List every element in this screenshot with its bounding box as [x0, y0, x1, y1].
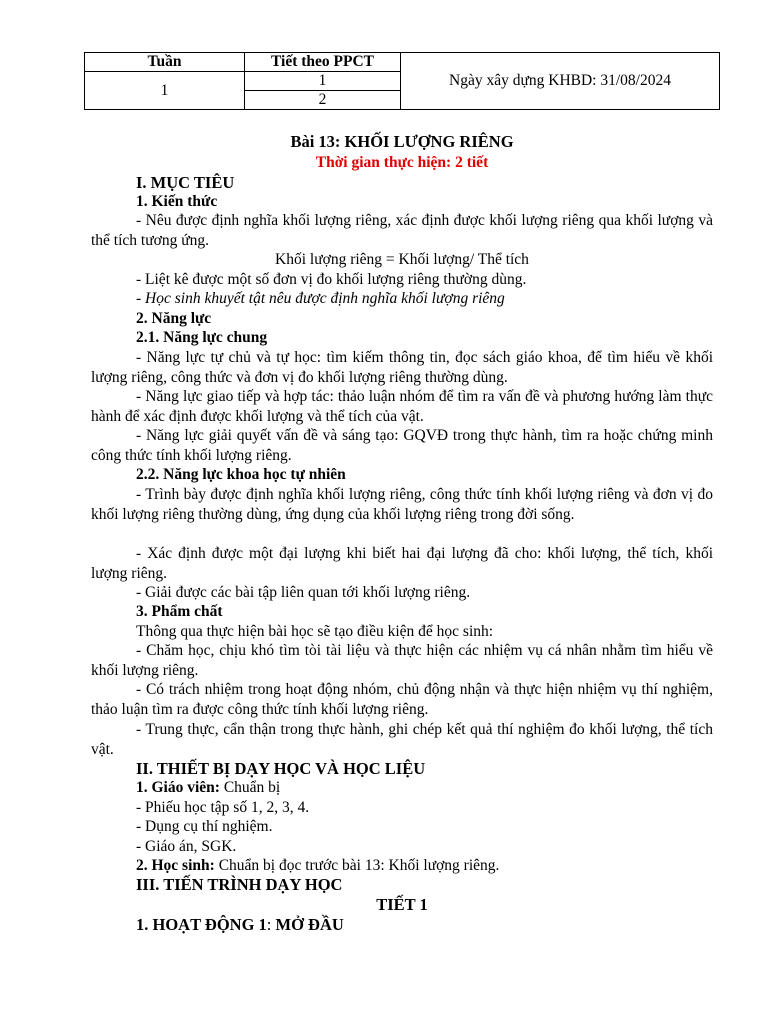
- period-value-1: 1: [245, 72, 401, 91]
- lesson-title: Bài 13: KHỐI LƯỢNG RIÊNG: [290, 132, 514, 151]
- teacher-item-1: - Phiếu học tập số 1, 2, 3, 4.: [136, 799, 310, 816]
- period-value-2: 2: [245, 91, 401, 110]
- activity-name: MỞ ĐẦU: [275, 915, 344, 934]
- student-line: [136, 856, 758, 876]
- teacher-label: 1. Giáo viên:: [136, 779, 220, 796]
- knowledge-heading: 1. Kiến thức: [136, 193, 218, 210]
- build-date: Ngày xây dựng KHBD: 31/08/2024: [401, 53, 720, 110]
- science-competence-2: - Xác định được một đại lượng khi biết hai đại lượng đã cho: khối lượng, thể tích, khối lượng riêng.: [91, 545, 713, 582]
- formula: Khối lượng riêng = Khối lượng/ Thể tích: [275, 251, 529, 268]
- activity-separator: :: [266, 915, 276, 934]
- lesson-duration: Thời gian thực hiện: 2 tiết: [315, 154, 489, 171]
- teacher-text: Chuẩn bị: [219, 779, 281, 796]
- period-title: TIẾT 1: [376, 895, 428, 914]
- student-text: Chuẩn bị đọc trước bài 13: Khối lượng riêng.: [214, 857, 500, 874]
- knowledge-p3: - Học sinh khuyết tật nêu được định nghĩa khối lượng riêng: [136, 290, 505, 307]
- quality-3: - Trung thực, cẩn thận trong thực hành, ghi chép kết quả thí nghiệm đo khối lượng, thể tích vật.: [91, 721, 713, 758]
- section-3-heading: III. TIẾN TRÌNH DẠY HỌC: [136, 875, 343, 894]
- quality-2: - Có trách nhiệm trong hoạt động nhóm, chủ động nhận và thực hiện nhiệm vụ thí nghiệm, thảo luận tìm ra được công thức tính khối lượng riêng.: [91, 681, 713, 718]
- section-2-heading: II. THIẾT BỊ DẠY HỌC VÀ HỌC LIỆU: [136, 759, 426, 778]
- general-competence-2: - Năng lực giao tiếp và hợp tác: thảo luận nhóm để tìm ra vấn đề và phương hướng làm thực hành để xác định được khối lượng và thể tích của vật.: [91, 388, 713, 425]
- teacher-item-3: - Giáo án, SGK.: [136, 838, 237, 855]
- week-value: 1: [85, 72, 245, 110]
- knowledge-p2: - Liệt kê được một số đơn vị đo khối lượng riêng thường dùng.: [136, 271, 527, 288]
- period-header: Tiết theo PPCT: [245, 53, 401, 72]
- week-header: Tuần: [85, 53, 245, 72]
- section-1-heading: I. MỤC TIÊU: [136, 173, 235, 192]
- activity-1-heading: [136, 915, 758, 935]
- student-label: 2. Học sinh:: [136, 857, 215, 874]
- general-competence-3: - Năng lực giải quyết vấn đề và sáng tạo: GQVĐ trong thực hành, tìm ra hoặc chứng minh công thức tính khối lượng riêng.: [91, 427, 713, 464]
- qualities-intro: Thông qua thực hiện bài học sẽ tạo điều kiện để học sinh:: [136, 623, 494, 640]
- general-competence-heading: 2.1. Năng lực chung: [136, 329, 268, 346]
- activity-label: 1. HOẠT ĐỘNG 1: [136, 915, 267, 934]
- science-competence-3: - Giải được các bài tập liên quan tới khối lượng riêng.: [136, 584, 471, 601]
- qualities-heading: 3. Phẩm chất: [136, 603, 223, 620]
- header-table: [84, 52, 720, 110]
- quality-1: - Chăm học, chịu khó tìm tòi tài liệu và thực hiện các nhiệm vụ cá nhân nhằm tìm hiểu về khối lượng riêng.: [91, 642, 713, 679]
- science-competence-heading: 2.2. Năng lực khoa học tự nhiên: [136, 466, 346, 483]
- knowledge-p1: - Nêu được định nghĩa khối lượng riêng, xác định được khối lượng riêng qua khối lượng và thể tích tương ứng.: [91, 212, 713, 249]
- science-competence-1: - Trình bày được định nghĩa khối lượng riêng, công thức tính khối lượng riêng và đơn vị đo khối lượng riêng thường dùng, ứng dụng của khối lượng riêng trong đời sống.: [91, 486, 713, 523]
- teacher-line: [136, 778, 758, 798]
- general-competence-1: - Năng lực tự chủ và tự học: tìm kiếm thông tin, đọc sách giáo khoa, để tìm hiểu về khối lượng riêng, công thức và đơn vị đo khối lượng riêng thường dùng.: [91, 349, 713, 386]
- competence-heading: 2. Năng lực: [136, 310, 212, 327]
- teacher-item-2: - Dụng cụ thí nghiệm.: [136, 818, 273, 835]
